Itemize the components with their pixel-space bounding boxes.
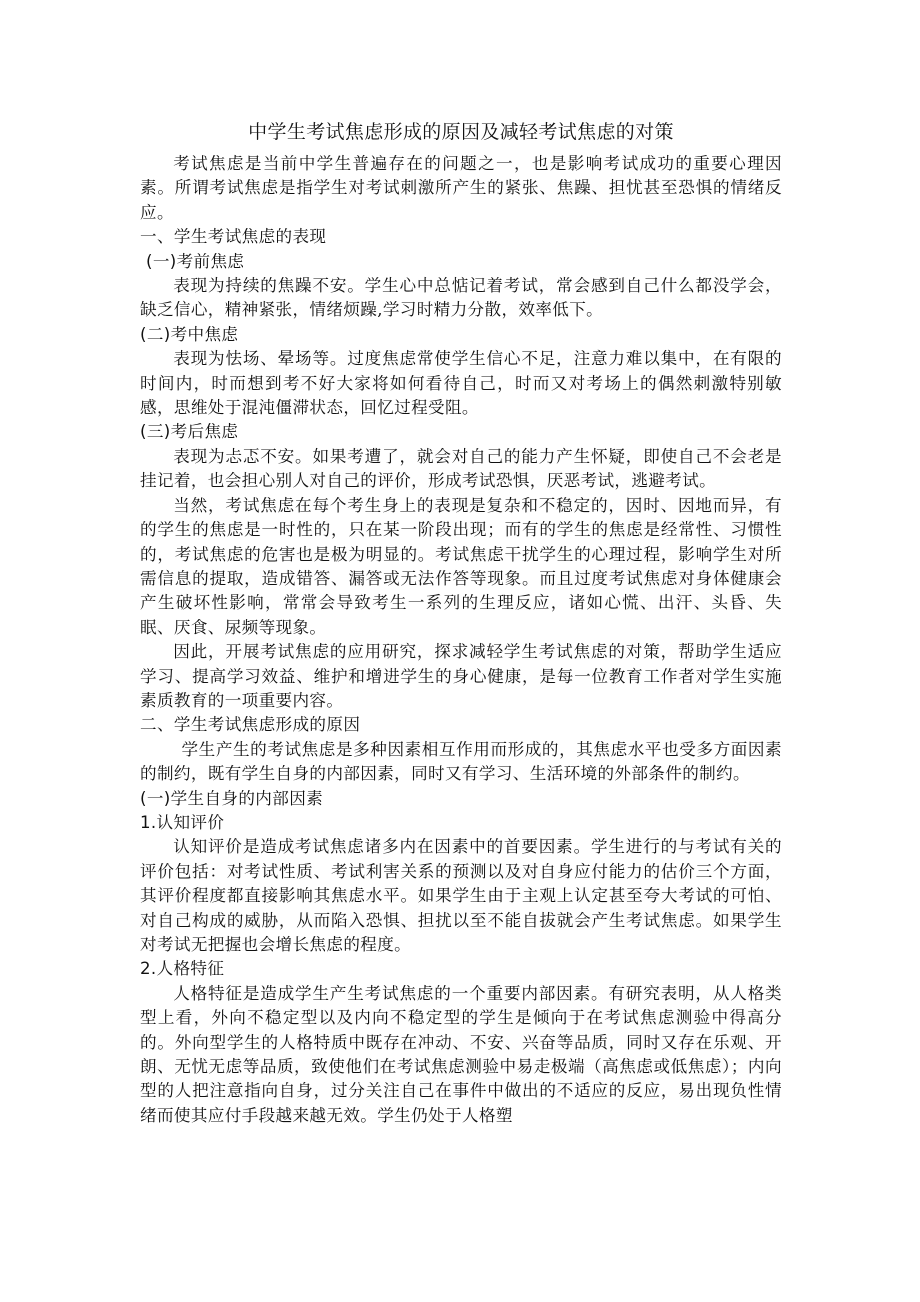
section2-sub1-heading: (一)学生自身的内部因素 (140, 788, 324, 808)
section1-sub3-text: 表现为忐忑不安。如果考遭了，就会对自己的能力产生怀疑，即使自己不会老是挂记着，也会担心别人对自己的评价，形成考试恐惧，厌恶考试，逃避考试。 (140, 446, 782, 491)
section2-heading: 二、学生考试焦虑形成的原因 (140, 715, 361, 735)
section1-sub2-heading: (二)考中焦虑 (140, 324, 239, 344)
section1-paragraph-a: 当然，考试焦虑在每个考生身上的表现是复杂和不稳定的，因时、因地而异，有的学生的焦虑是一时性的，只在某一阶段出现；而有的学生的焦虑是经常性、习惯性的，考试焦虑的危害也是极为明显的。考试焦虑干扰学生的心理过程，影响学生对所需信息的提取，造成错答、漏答或无法作答等现象。而且过度考试焦虑对身体健康会产生破坏性影响，常常会导致考生一系列的生理反应，诸如心慌、出汗、头昏、失眠、厌食、尿频等现象。 (140, 495, 782, 637)
item1-heading: 1.认知评价 (140, 812, 225, 832)
document-page (140, 118, 782, 1128)
section1-paragraph-b: 因此，开展考试焦虑的应用研究，探求减轻学生考试焦虑的对策，帮助学生适应学习、提高学习效益、维护和增进学生的身心健康，是每一位教育工作者对学生实施素质教育的一项重要内容。 (140, 642, 782, 710)
section1-sub1-text: 表现为持续的焦躁不安。学生心中总惦记着考试，常会感到自己什么都没学会，缺乏信心，精神紧张，情绪烦躁,学习时精力分散，效率低下。 (140, 276, 782, 320)
item2-heading: 2.人格特征 (140, 959, 225, 979)
intro-paragraph: 考试焦虑是当前中学生普遍存在的问题之一，也是影响考试成功的重要心理因素。所谓考试焦虑是指学生对考试刺激所产生的紧张、焦躁、担忧甚至恐惧的情绪反应。 (140, 154, 782, 222)
section1-sub3-heading: (三)考后焦虑 (140, 422, 239, 442)
document-title: 中学生考试焦虑形成的原因及减轻考试焦虑的对策 (248, 121, 674, 143)
section1-sub1-heading: (一)考前焦虑 (146, 251, 245, 271)
section1-sub2-text: 表现为怯场、晕场等。过度焦虑常使学生信心不足，注意力难以集中，在有限的时间内，时而想到考不好大家将如何看待自己，时而又对考场上的偶然刺激特别敏感，思维处于混沌僵滞状态，回忆过程受阻。 (140, 349, 782, 418)
item1-text: 认知评价是造成考试焦虑诸多内在因素中的首要因素。学生进行的与考试有关的评价包括：对考试性质、考试利害关系的预测以及对自身应付能力的估价三个方面，其评价程度都直接影响其焦虑水平。如果学生由于主观上认定甚至夸大考试的可怕、对自己构成的威胁，从而陷入恐惧、担扰以至不能自拔就会产生考试焦虑。如果学生对考试无把握也会增长焦虑的程度。 (140, 837, 782, 954)
item2-text: 人格特征是造成学生产生考试焦虑的一个重要内部因素。有研究表明，从人格类型上看，外向不稳定型以及内向不稳定型的学生是倾向于在考试焦虑测验中得高分的。外向型学生的人格特质中既存在冲动、不安、兴奋等品质，同时又存在乐观、开朗、无忧无虑等品质，致使他们在考试焦虑测验中易走极端（高焦虑或低焦虑）；内向型的人把注意指向自身，过分关注自己在事件中做出的不适应的反应，易出现负性情绪而使其应付手段越来越无效。学生仍处于人格塑 (140, 983, 782, 1125)
section1-heading: 一、学生考试焦虑的表现 (140, 227, 327, 247)
section2-intro: 学生产生的考试焦虑是多种因素相互作用而形成的，其焦虑水平也受多方面因素的制约，既有学生自身的内部因素，同时又有学习、生活环境的外部条件的制约。 (140, 739, 782, 784)
